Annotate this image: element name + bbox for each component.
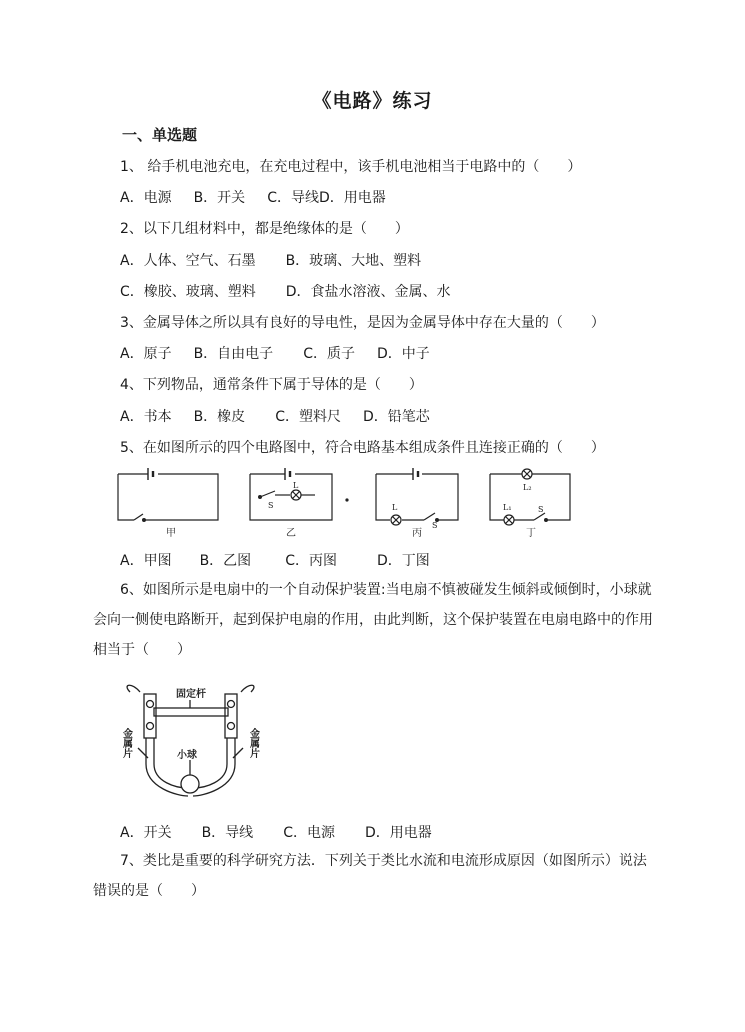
label-lamp: L [392, 503, 398, 512]
label-ding: 丁 [526, 528, 536, 539]
option-d: D．丁图 [376, 553, 430, 569]
option-b: B．玻璃、大地、塑料 [285, 253, 422, 269]
label-yi: 乙 [286, 528, 296, 539]
label-lamp2: L₂ [523, 483, 532, 492]
option-c: C．橡胶、玻璃、塑料 [120, 284, 256, 300]
question-4-stem: 4、下列物品，通常条件下属于导体的是（ ） [120, 377, 423, 393]
label-lamp1: L₁ [503, 503, 512, 512]
page-title: 《电路》练习 [312, 90, 433, 112]
question-1-stem: 1、 给手机电池充电，在充电过程中，该手机电池相当于电路中的（ ） [120, 159, 582, 175]
label-ball: 小球 [177, 750, 197, 761]
label-switch: S [432, 521, 438, 530]
label-lamp: L [293, 481, 299, 490]
option-a: A．开关 [120, 825, 172, 841]
option-a: A．甲图 [120, 553, 172, 569]
option-b: B．自由电子 [193, 346, 274, 362]
circuit-yi [250, 468, 348, 539]
question-6-options [120, 822, 454, 842]
circuit-diagrams-figure [110, 462, 590, 542]
circuit-jia [118, 468, 218, 539]
question-2-stem: 2、以下几组材料中，都是绝缘体的是（ ） [120, 221, 409, 237]
question-6-stem: 6、如图所示是电扇中的一个自动保护装置:当电扇不慎被碰发生倾斜或倾倒时，小球就会向一侧使电路断开，起到保护电扇的作用，由此判断，这个保护装置在电扇电路中的作用相当于（ ） [93, 582, 653, 658]
label-metal-left: 金属片 [120, 728, 132, 758]
question-2-options-row2 [120, 281, 473, 301]
section-heading: 一、单选题 [122, 126, 198, 144]
option-a: A．原子 [120, 346, 172, 362]
question-2-options-row1 [120, 250, 443, 270]
question-4-options [120, 406, 452, 426]
label-switch: S [268, 501, 274, 510]
label-switch: S [538, 505, 544, 514]
option-d: D．中子 [376, 346, 430, 362]
option-c: C．塑料尺 [275, 409, 341, 425]
label-metal-right: 金属片 [247, 728, 259, 758]
option-b: B．导线 [201, 825, 254, 841]
protection-device-figure [118, 676, 263, 801]
option-c: C．电源 [283, 825, 335, 841]
ball [181, 775, 199, 793]
option-c-d: C．导线D．用电器 [267, 190, 386, 206]
question-1-options [120, 187, 408, 207]
option-a: A．电源 [120, 190, 172, 206]
option-c: C．丙图 [285, 553, 337, 569]
stray-dot [346, 499, 348, 501]
question-5-stem: 5、在如图所示的四个电路图中，符合电路基本组成条件且连接正确的（ ） [120, 440, 605, 456]
question-5-options [120, 550, 452, 570]
option-b: B．乙图 [199, 553, 252, 569]
question-3-stem: 3、金属导体之所以具有良好的导电性，是因为金属导体中存在大量的（ ） [120, 315, 605, 331]
option-d: D．铅笔芯 [362, 409, 430, 425]
fixed-rod [154, 708, 228, 716]
option-d: D．食盐水溶液、金属、水 [285, 284, 451, 300]
option-d: D．用电器 [364, 825, 432, 841]
option-a: A．人体、空气、石墨 [120, 253, 256, 269]
option-b: B．橡皮 [193, 409, 246, 425]
option-b: B．开关 [193, 190, 246, 206]
label-fixed-rod: 固定杆 [176, 689, 206, 700]
question-7-stem: 7、类比是重要的科学研究方法．下列关于类比水流和电流形成原因（如图所示）说法错误的是（ ） [93, 853, 647, 899]
circuit-bing [376, 468, 458, 539]
option-a: A．书本 [120, 409, 172, 425]
label-bing: 丙 [412, 528, 422, 539]
question-3-options [120, 343, 452, 363]
label-jia: 甲 [166, 528, 176, 539]
option-c: C．质子 [303, 346, 355, 362]
circuit-ding [490, 469, 570, 539]
